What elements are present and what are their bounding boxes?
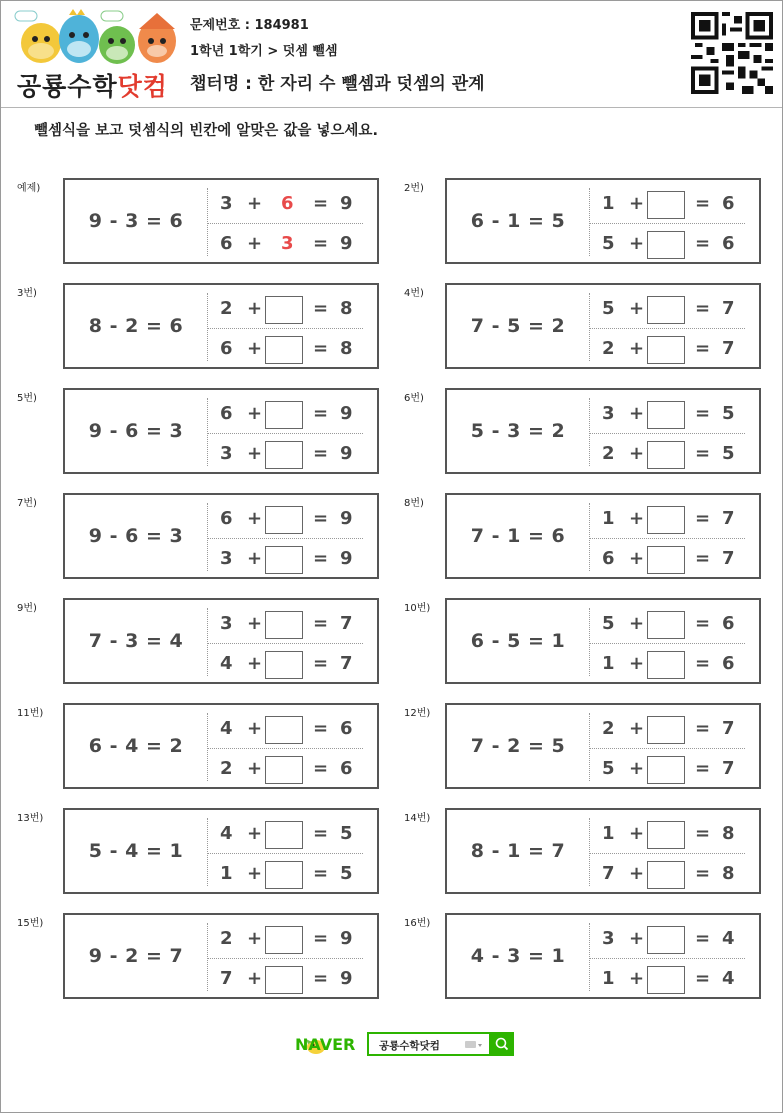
problem-label: 5번) <box>17 393 37 404</box>
plus-sign: + <box>629 863 645 884</box>
sum: 9 <box>340 548 353 569</box>
problem-label: 6번) <box>404 393 424 404</box>
problem-card <box>63 493 379 579</box>
breadcrumb: 1학년 1학기 > 덧셈 뺄셈 <box>190 44 338 59</box>
plus-sign: + <box>629 968 645 989</box>
addend: 7 <box>602 863 615 884</box>
horizontal-divider <box>207 433 363 434</box>
answer-box[interactable] <box>647 296 685 324</box>
addition-equation <box>207 611 377 641</box>
addend: 2 <box>602 718 615 739</box>
subtraction-equation: 7 - 2 = 5 <box>470 735 566 757</box>
addend: 3 <box>602 928 615 949</box>
answer-box[interactable] <box>647 611 685 639</box>
equals-sign: = <box>695 403 711 424</box>
equals-sign: = <box>695 508 711 529</box>
plus-sign: + <box>629 718 645 739</box>
answer-box[interactable] <box>265 651 303 679</box>
addition-equation <box>207 191 377 221</box>
addend: 1 <box>220 863 233 884</box>
plus-sign: + <box>247 193 263 214</box>
problem-label: 11번) <box>17 708 44 719</box>
addition-equation <box>589 966 759 996</box>
horizontal-divider <box>589 958 745 959</box>
answer-box[interactable] <box>647 861 685 889</box>
plus-sign: + <box>247 233 263 254</box>
equals-sign: = <box>695 718 711 739</box>
addition-equation <box>207 401 377 431</box>
subtraction-equation: 8 - 2 = 6 <box>88 315 184 337</box>
keyboard-icon[interactable] <box>465 1041 483 1049</box>
answer-box[interactable] <box>265 611 303 639</box>
instruction-text: 뺄셈식을 보고 덧셈식의 빈칸에 알맞은 값을 넣으세요. <box>34 123 378 139</box>
horizontal-divider <box>589 643 745 644</box>
dinosaur-mascots-logo <box>11 7 181 73</box>
answer-box[interactable] <box>647 506 685 534</box>
plus-sign: + <box>629 613 645 634</box>
addend: 3 <box>220 548 233 569</box>
plus-sign: + <box>247 718 263 739</box>
addend: 4 <box>220 823 233 844</box>
addition-equation <box>589 716 759 746</box>
sum: 5 <box>722 403 735 424</box>
horizontal-divider <box>207 223 363 224</box>
search-icon <box>490 1032 514 1056</box>
sum: 7 <box>722 548 735 569</box>
addend: 3 <box>220 613 233 634</box>
equals-sign: = <box>695 443 711 464</box>
sum: 4 <box>722 968 735 989</box>
answer-box[interactable] <box>647 651 685 679</box>
subtraction-equation: 6 - 4 = 2 <box>88 735 184 757</box>
plus-sign: + <box>629 338 645 359</box>
problem-card <box>63 388 379 474</box>
equals-sign: = <box>695 548 711 569</box>
addition-equation <box>207 926 377 956</box>
plus-sign: + <box>629 823 645 844</box>
answer-box[interactable] <box>265 966 303 994</box>
problem-card <box>445 388 761 474</box>
answer-box[interactable] <box>265 441 303 469</box>
answer-box[interactable] <box>647 336 685 364</box>
addition-equation <box>207 231 377 261</box>
sum: 5 <box>340 823 353 844</box>
addend: 5 <box>602 298 615 319</box>
sum: 6 <box>722 613 735 634</box>
addend: 6 <box>220 403 233 424</box>
sum: 9 <box>340 443 353 464</box>
sum: 6 <box>722 653 735 674</box>
addition-equation <box>589 546 759 576</box>
site-logo-text: 공룡수학닷컴 <box>17 72 168 101</box>
plus-sign: + <box>247 548 263 569</box>
equals-sign: = <box>313 758 329 779</box>
answer-box[interactable] <box>647 546 685 574</box>
search-query-text: 공룡수학닷컴 <box>379 1040 440 1052</box>
answer-box[interactable] <box>265 756 303 784</box>
problem-card <box>445 598 761 684</box>
answer-box[interactable] <box>647 756 685 784</box>
answer-box[interactable] <box>647 821 685 849</box>
addition-equation <box>207 861 377 891</box>
horizontal-divider <box>207 958 363 959</box>
equals-sign: = <box>695 653 711 674</box>
sum: 9 <box>340 968 353 989</box>
addend: 6 <box>220 338 233 359</box>
horizontal-divider <box>589 433 745 434</box>
problem-label: 15번) <box>17 918 44 929</box>
answer-box[interactable] <box>265 296 303 324</box>
subtraction-equation: 9 - 2 = 7 <box>88 945 184 967</box>
plus-sign: + <box>629 928 645 949</box>
equals-sign: = <box>313 863 329 884</box>
problem-label: 3번) <box>17 288 37 299</box>
equals-sign: = <box>313 338 329 359</box>
addition-equation <box>207 441 377 471</box>
subtraction-equation: 7 - 5 = 2 <box>470 315 566 337</box>
equals-sign: = <box>313 548 329 569</box>
plus-sign: + <box>247 403 263 424</box>
sum: 6 <box>340 758 353 779</box>
subtraction-equation: 9 - 6 = 3 <box>88 420 184 442</box>
problem-label: 4번) <box>404 288 424 299</box>
horizontal-divider <box>589 223 745 224</box>
sum: 9 <box>340 193 353 214</box>
addition-equation <box>589 821 759 851</box>
horizontal-divider <box>207 748 363 749</box>
header-divider <box>1 107 782 108</box>
plus-sign: + <box>247 613 263 634</box>
addend: 7 <box>220 968 233 989</box>
search-button[interactable] <box>490 1032 514 1056</box>
sum: 9 <box>340 403 353 424</box>
problem-label: 2번) <box>404 183 424 194</box>
horizontal-divider <box>207 853 363 854</box>
problem-card <box>63 178 379 264</box>
addend: 1 <box>602 653 615 674</box>
example-answer: 3 <box>281 233 294 254</box>
addend: 4 <box>220 653 233 674</box>
equals-sign: = <box>695 338 711 359</box>
subtraction-equation: 9 - 3 = 6 <box>88 210 184 232</box>
sum: 6 <box>722 233 735 254</box>
subtraction-equation: 5 - 3 = 2 <box>470 420 566 442</box>
addition-equation <box>589 611 759 641</box>
answer-box[interactable] <box>265 926 303 954</box>
addition-equation <box>207 966 377 996</box>
answer-box[interactable] <box>647 191 685 219</box>
horizontal-divider <box>589 328 745 329</box>
answer-box[interactable] <box>265 821 303 849</box>
problem-label: 12번) <box>404 708 431 719</box>
horizontal-divider <box>207 538 363 539</box>
problem-card <box>63 808 379 894</box>
equals-sign: = <box>695 193 711 214</box>
sum: 8 <box>340 338 353 359</box>
addend: 3 <box>602 403 615 424</box>
equals-sign: = <box>695 823 711 844</box>
sum: 8 <box>722 863 735 884</box>
subtraction-equation: 6 - 1 = 5 <box>470 210 566 232</box>
subtraction-equation: 7 - 3 = 4 <box>88 630 184 652</box>
addition-equation <box>589 861 759 891</box>
equals-sign: = <box>313 613 329 634</box>
problem-card <box>445 493 761 579</box>
equals-sign: = <box>695 863 711 884</box>
sum: 7 <box>722 508 735 529</box>
answer-box[interactable] <box>265 336 303 364</box>
plus-sign: + <box>629 443 645 464</box>
plus-sign: + <box>247 508 263 529</box>
subtraction-equation: 5 - 4 = 1 <box>88 840 184 862</box>
sum: 7 <box>722 758 735 779</box>
sum: 8 <box>340 298 353 319</box>
equals-sign: = <box>695 613 711 634</box>
plus-sign: + <box>247 443 263 464</box>
problem-card <box>63 703 379 789</box>
addition-equation <box>589 506 759 536</box>
subtraction-equation: 9 - 6 = 3 <box>88 525 184 547</box>
plus-sign: + <box>247 758 263 779</box>
sum: 8 <box>722 823 735 844</box>
answer-box[interactable] <box>265 716 303 744</box>
answer-box[interactable] <box>647 441 685 469</box>
addend: 2 <box>602 338 615 359</box>
sum: 4 <box>722 928 735 949</box>
horizontal-divider <box>589 748 745 749</box>
addition-equation <box>207 821 377 851</box>
plus-sign: + <box>629 233 645 254</box>
addend: 1 <box>602 508 615 529</box>
equals-sign: = <box>695 298 711 319</box>
equals-sign: = <box>313 968 329 989</box>
addend: 1 <box>602 968 615 989</box>
answer-box[interactable] <box>647 401 685 429</box>
naver-label: NAVER <box>295 1035 356 1054</box>
addend: 1 <box>602 823 615 844</box>
addition-equation <box>207 651 377 681</box>
problem-card <box>445 178 761 264</box>
addend: 1 <box>602 193 615 214</box>
plus-sign: + <box>629 193 645 214</box>
addition-equation <box>589 441 759 471</box>
addition-equation <box>589 926 759 956</box>
subtraction-equation: 4 - 3 = 1 <box>470 945 566 967</box>
problem-label: 16번) <box>404 918 431 929</box>
plus-sign: + <box>247 968 263 989</box>
horizontal-divider <box>589 853 745 854</box>
equals-sign: = <box>313 928 329 949</box>
answer-box[interactable] <box>265 506 303 534</box>
addend: 6 <box>602 548 615 569</box>
plus-sign: + <box>629 653 645 674</box>
plus-sign: + <box>247 928 263 949</box>
horizontal-divider <box>589 538 745 539</box>
equals-sign: = <box>313 653 329 674</box>
problem-number: 문제번호 : 184981 <box>190 18 309 33</box>
problem-card <box>445 808 761 894</box>
answer-box[interactable] <box>647 231 685 259</box>
plus-sign: + <box>629 403 645 424</box>
problem-label: 13번) <box>17 813 44 824</box>
subtraction-equation: 7 - 1 = 6 <box>470 525 566 547</box>
problem-card <box>63 598 379 684</box>
answer-box[interactable] <box>265 861 303 889</box>
addition-equation <box>589 651 759 681</box>
plus-sign: + <box>629 548 645 569</box>
equals-sign: = <box>695 928 711 949</box>
sum: 7 <box>340 653 353 674</box>
addend: 2 <box>220 928 233 949</box>
addition-equation <box>207 716 377 746</box>
sum: 9 <box>340 508 353 529</box>
sum: 7 <box>722 718 735 739</box>
problem-card <box>445 703 761 789</box>
problem-label: 10번) <box>404 603 431 614</box>
addend: 2 <box>602 443 615 464</box>
equals-sign: = <box>695 968 711 989</box>
plus-sign: + <box>247 823 263 844</box>
addition-equation <box>589 336 759 366</box>
addend: 3 <box>220 443 233 464</box>
equals-sign: = <box>695 758 711 779</box>
horizontal-divider <box>207 643 363 644</box>
subtraction-equation: 6 - 5 = 1 <box>470 630 566 652</box>
problem-card <box>63 283 379 369</box>
chapter-title: 챕터명 : 한 자리 수 뺄셈과 덧셈의 관계 <box>190 74 485 94</box>
problem-label: 예제) <box>17 183 41 194</box>
plus-sign: + <box>247 653 263 674</box>
equals-sign: = <box>313 718 329 739</box>
addition-equation <box>207 336 377 366</box>
equals-sign: = <box>313 508 329 529</box>
answer-box[interactable] <box>265 546 303 574</box>
sum: 9 <box>340 233 353 254</box>
naver-search-input[interactable] <box>367 1032 491 1056</box>
addition-equation <box>589 191 759 221</box>
addend: 6 <box>220 508 233 529</box>
problem-label: 8번) <box>404 498 424 509</box>
addend: 2 <box>220 758 233 779</box>
addition-equation <box>207 296 377 326</box>
equals-sign: = <box>313 443 329 464</box>
equals-sign: = <box>313 403 329 424</box>
problem-label: 9번) <box>17 603 37 614</box>
example-answer: 6 <box>281 193 294 214</box>
problem-card <box>63 913 379 999</box>
answer-box[interactable] <box>265 401 303 429</box>
addend: 6 <box>220 233 233 254</box>
addition-equation <box>589 296 759 326</box>
addition-equation <box>207 546 377 576</box>
addend: 5 <box>602 233 615 254</box>
sum: 7 <box>340 613 353 634</box>
addend: 3 <box>220 193 233 214</box>
plus-sign: + <box>247 863 263 884</box>
horizontal-divider <box>207 328 363 329</box>
addition-equation <box>589 231 759 261</box>
addition-equation <box>207 756 377 786</box>
plus-sign: + <box>629 508 645 529</box>
problem-label: 14번) <box>404 813 431 824</box>
sum: 6 <box>722 193 735 214</box>
answer-box[interactable] <box>647 926 685 954</box>
addition-equation <box>589 756 759 786</box>
equals-sign: = <box>313 823 329 844</box>
equals-sign: = <box>695 233 711 254</box>
sum: 5 <box>340 863 353 884</box>
sum: 6 <box>340 718 353 739</box>
equals-sign: = <box>313 298 329 319</box>
equals-sign: = <box>313 233 329 254</box>
plus-sign: + <box>247 298 263 319</box>
addend: 4 <box>220 718 233 739</box>
answer-box[interactable] <box>647 716 685 744</box>
plus-sign: + <box>629 298 645 319</box>
subtraction-equation: 8 - 1 = 7 <box>470 840 566 862</box>
sum: 7 <box>722 298 735 319</box>
addition-equation <box>589 401 759 431</box>
addition-equation <box>207 506 377 536</box>
plus-sign: + <box>629 758 645 779</box>
addend: 5 <box>602 758 615 779</box>
sum: 5 <box>722 443 735 464</box>
problem-card <box>445 913 761 999</box>
qr-code-icon[interactable] <box>691 12 773 94</box>
sum: 7 <box>722 338 735 359</box>
addend: 2 <box>220 298 233 319</box>
problem-card <box>445 283 761 369</box>
equals-sign: = <box>313 193 329 214</box>
answer-box[interactable] <box>647 966 685 994</box>
plus-sign: + <box>247 338 263 359</box>
problem-label: 7번) <box>17 498 37 509</box>
sum: 9 <box>340 928 353 949</box>
addend: 5 <box>602 613 615 634</box>
